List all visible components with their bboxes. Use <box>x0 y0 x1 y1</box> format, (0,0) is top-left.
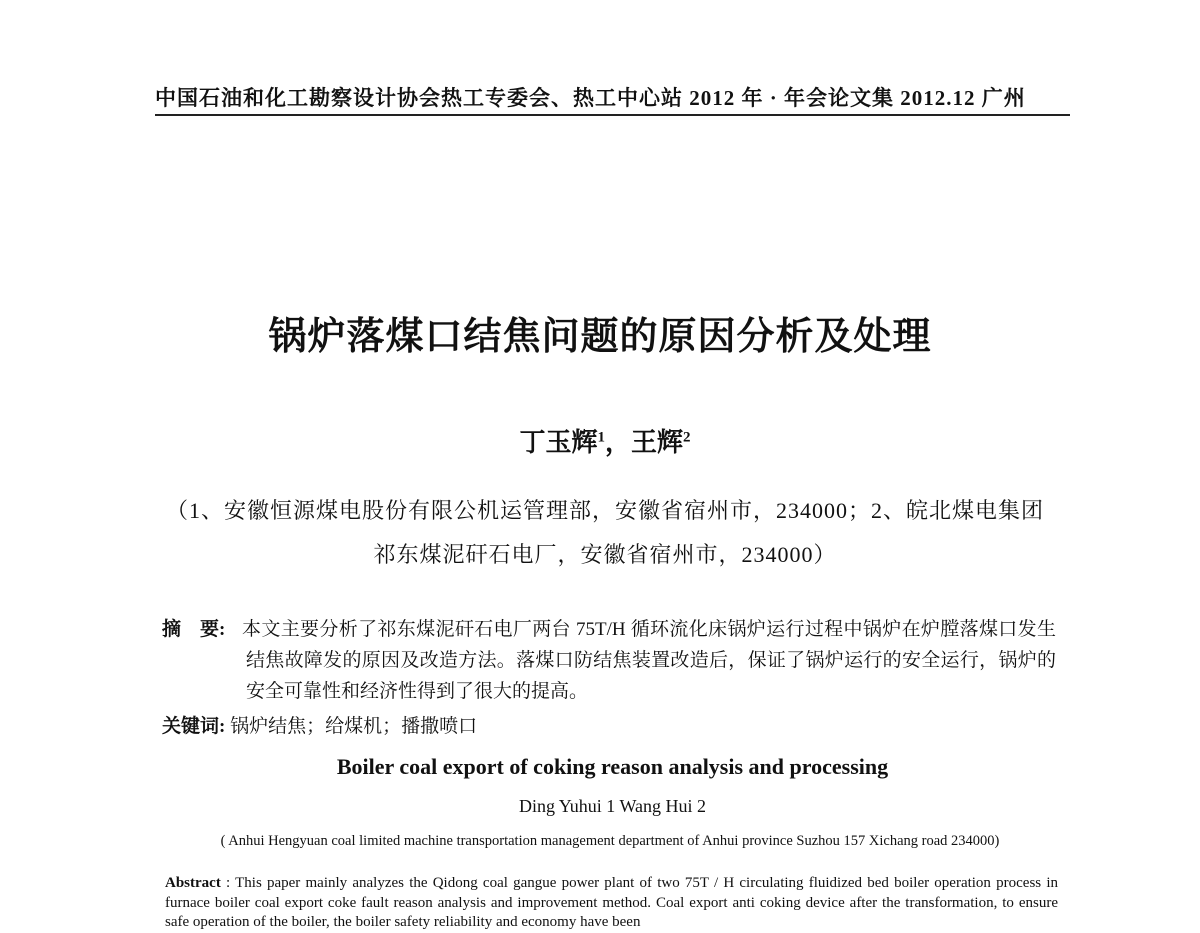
english-abstract-label: Abstract <box>165 875 221 891</box>
abstract-label: 摘 要: <box>162 619 226 640</box>
running-header: 中国石油和化工勘察设计协会热工专委会、热工中心站 2012 年 · 年会论文集 2012.12 广州 <box>155 86 1026 110</box>
authors <box>0 422 1200 459</box>
author-1: 丁玉辉 <box>519 428 598 457</box>
header-rule <box>155 114 1070 116</box>
affiliation-line-1: （1、安徽恒源煤电股份有限公机运管理部，安徽省宿州市，234000；2、皖北煤电集团 <box>165 498 1044 523</box>
paper-title: 锅炉落煤口结焦问题的原因分析及处理 <box>268 314 932 358</box>
keywords <box>162 711 477 742</box>
keywords-text: 锅炉结焦；给煤机；播撒喷口 <box>225 716 478 737</box>
author-sep: ， <box>604 428 631 457</box>
english-title: Boiler coal export of coking reason analysis and processing <box>336 754 889 779</box>
affiliation-line-2: 祁东煤泥矸石电厂，安徽省宿州市，234000） <box>373 542 837 567</box>
keywords-label: 关键词: <box>162 716 226 737</box>
english-abstract-text: : This paper mainly analyzes the Qidong coal gangue power plant of two 75T / H circulating fluidized bed boiler operation process in furnace boiler coal export coke fault reason analysis and improvement method. Coal export anti coking device after the transformation, to ensure safe operation of the boiler, the boiler safety reliability and economy have been <box>165 875 1058 930</box>
author-2: 王辉 <box>631 428 684 457</box>
english-affiliation: ( Anhui Hengyuan coal limited machine transportation management department of Anhui province Suzhou 157 Xichang road 234000) <box>220 833 1000 849</box>
english-authors: Ding Yuhui 1 Wang Hui 2 <box>518 796 707 816</box>
author-2-affil: 2 <box>683 429 691 446</box>
author-1-affil: 1 <box>597 429 605 446</box>
english-abstract <box>165 874 1058 933</box>
abstract-text: 本文主要分析了祁东煤泥矸石电厂两台 75T/H 循环流化床锅炉运行过程中锅炉在炉膛落煤口发生结焦故障发的原因及改造方法。落煤口防结焦装置改造后，保证了锅炉运行的安全运行，锅炉的安全可靠性和经济性得到了很大的提高。 <box>242 619 1056 702</box>
